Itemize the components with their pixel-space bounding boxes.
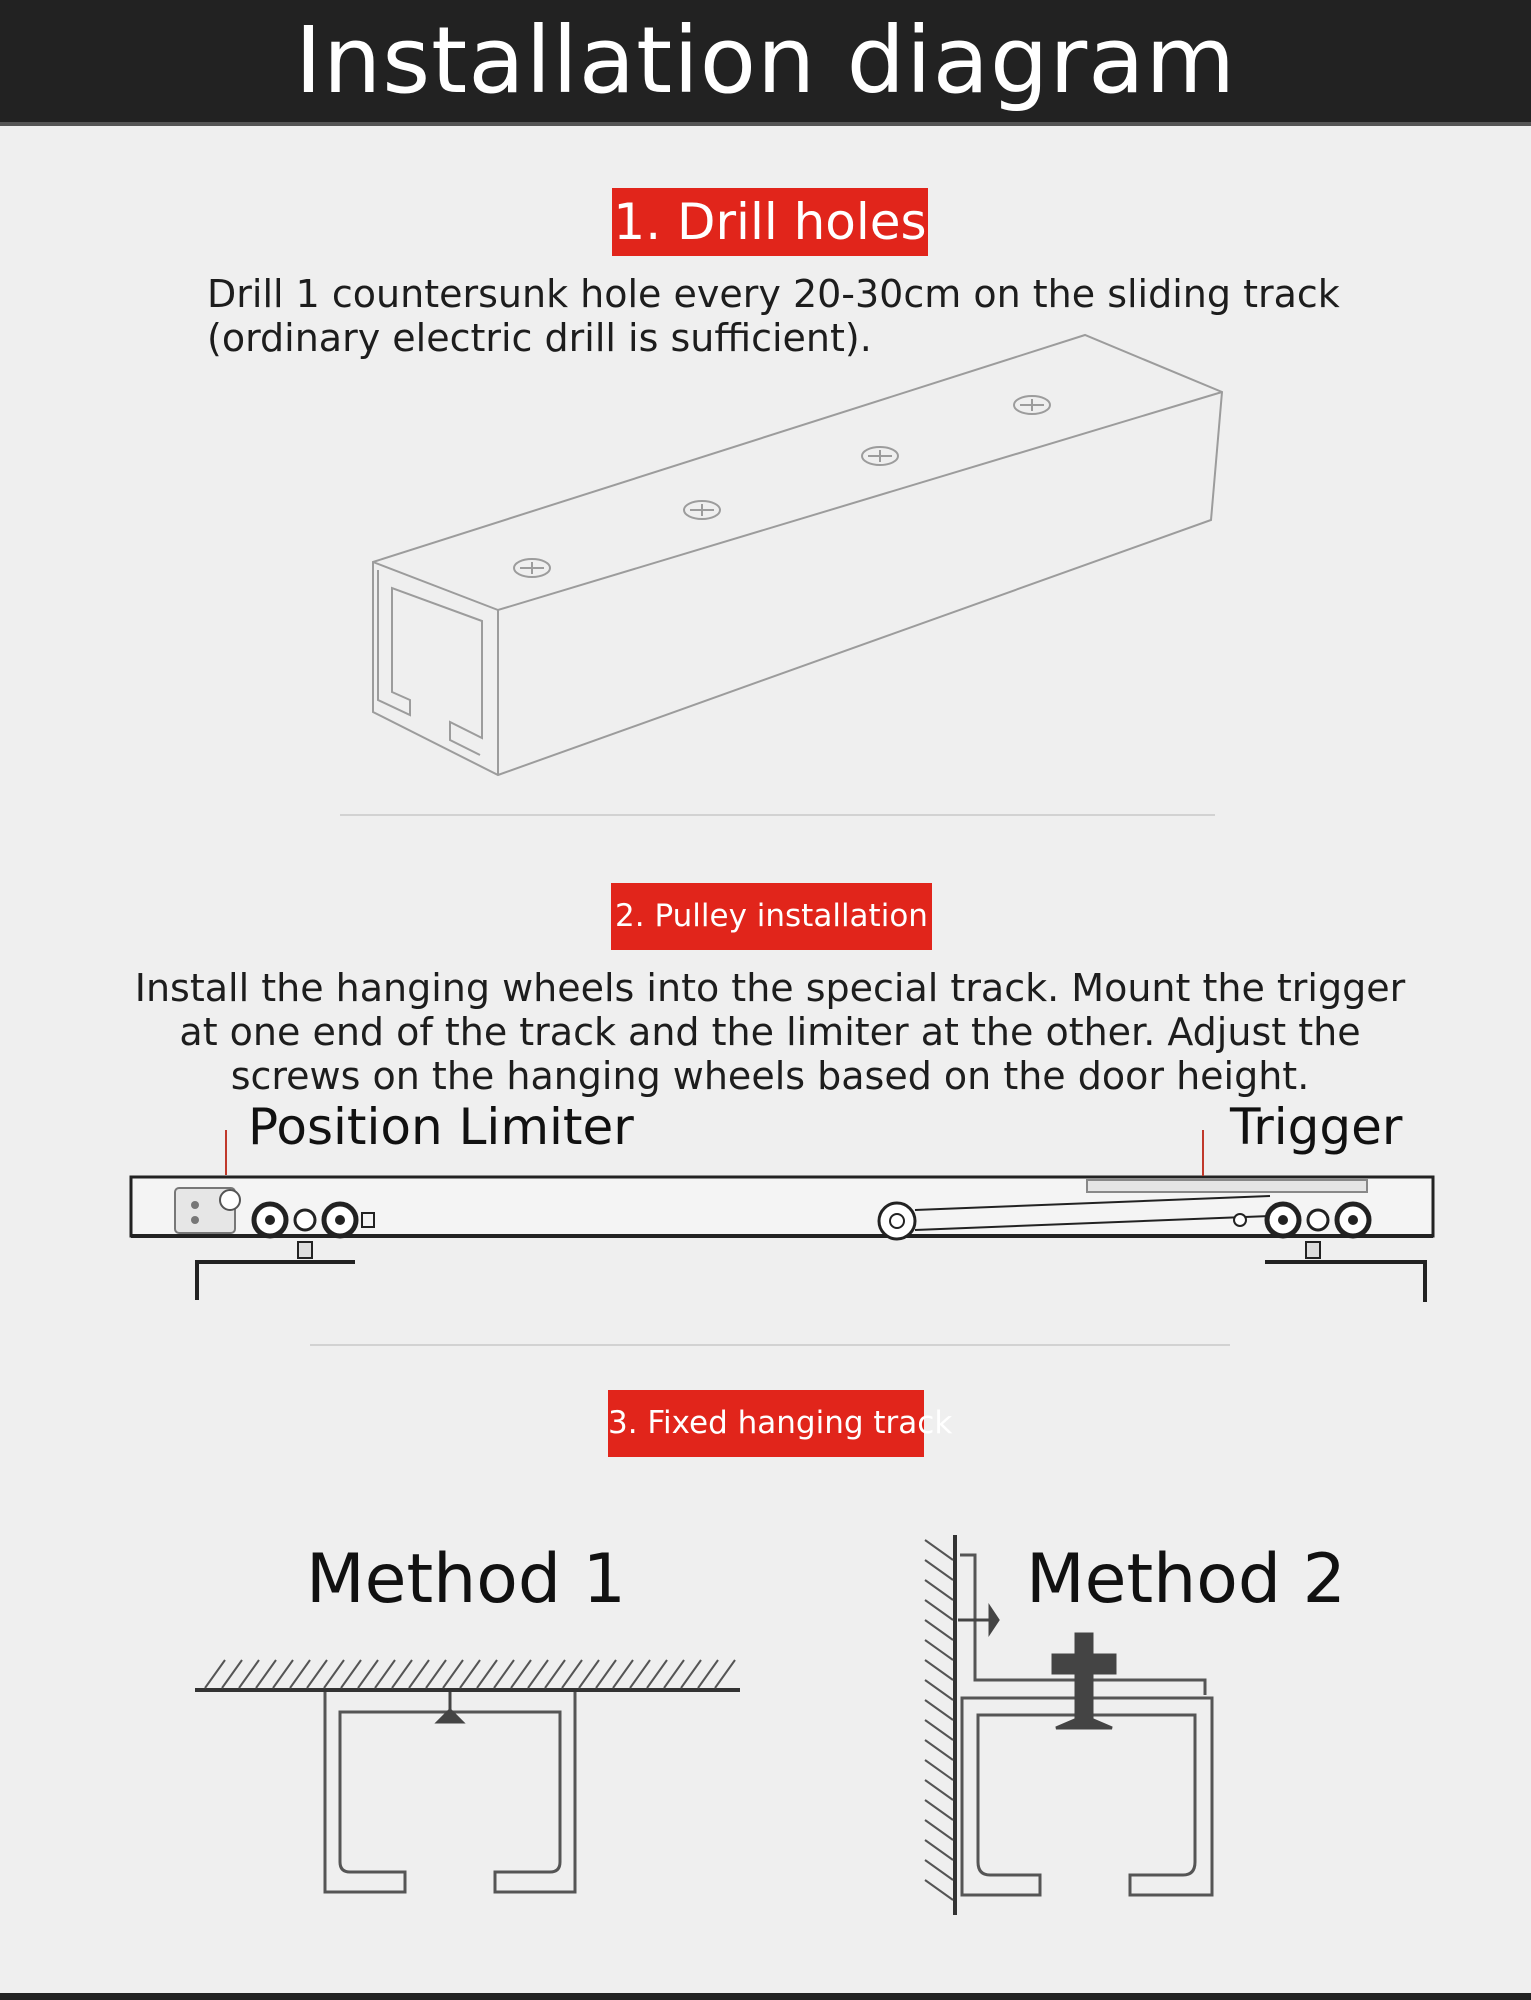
track-illustration: [373, 335, 1222, 775]
step2-description-line1: Install the hanging wheels into the special track. Mount the trigger: [134, 966, 1406, 1010]
step1-description-line1: Drill 1 countersunk hole every 20-30cm on the sliding track: [207, 272, 1340, 316]
position-limiter-icon: [175, 1188, 240, 1233]
screw-hole-icon: [1014, 396, 1050, 414]
door-panel-right: [1265, 1262, 1425, 1302]
trigger-label: Trigger: [1230, 1098, 1403, 1156]
ceiling-hatching: [205, 1660, 735, 1688]
step1-description-line2: (ordinary electric drill is sufficient).: [207, 316, 872, 360]
screw-hole-icon: [862, 447, 898, 465]
step2-description-line3: screws on the hanging wheels based on the door height.: [230, 1054, 1310, 1098]
screw-hole-icon: [684, 501, 720, 519]
bottom-bar: [0, 1993, 1531, 2000]
step2-tag: 2. Pulley installation: [611, 883, 932, 950]
screw-hole-icon: [514, 559, 550, 577]
door-panel-left: [197, 1262, 355, 1300]
step2-description-line2: at one end of the track and the limiter at the other. Adjust the: [179, 1010, 1361, 1054]
position-limiter-label: Position Limiter: [248, 1098, 634, 1156]
step1-tag: 1. Drill holes: [612, 188, 928, 256]
track-outline: [373, 335, 1222, 775]
method1-illustration: [195, 1660, 740, 1892]
step3-tag: 3. Fixed hanging track: [608, 1390, 924, 1457]
method1-label: Method 1: [306, 1540, 626, 1619]
wall-hatching: [925, 1540, 953, 1900]
page-title: Installation diagram: [294, 7, 1237, 114]
screw-icon: [958, 1608, 998, 1632]
step2-description: [120, 966, 1420, 1098]
track-top-edge: [373, 392, 1222, 610]
screw-icon: [438, 1692, 462, 1722]
method2-label: Method 2: [1026, 1540, 1346, 1619]
